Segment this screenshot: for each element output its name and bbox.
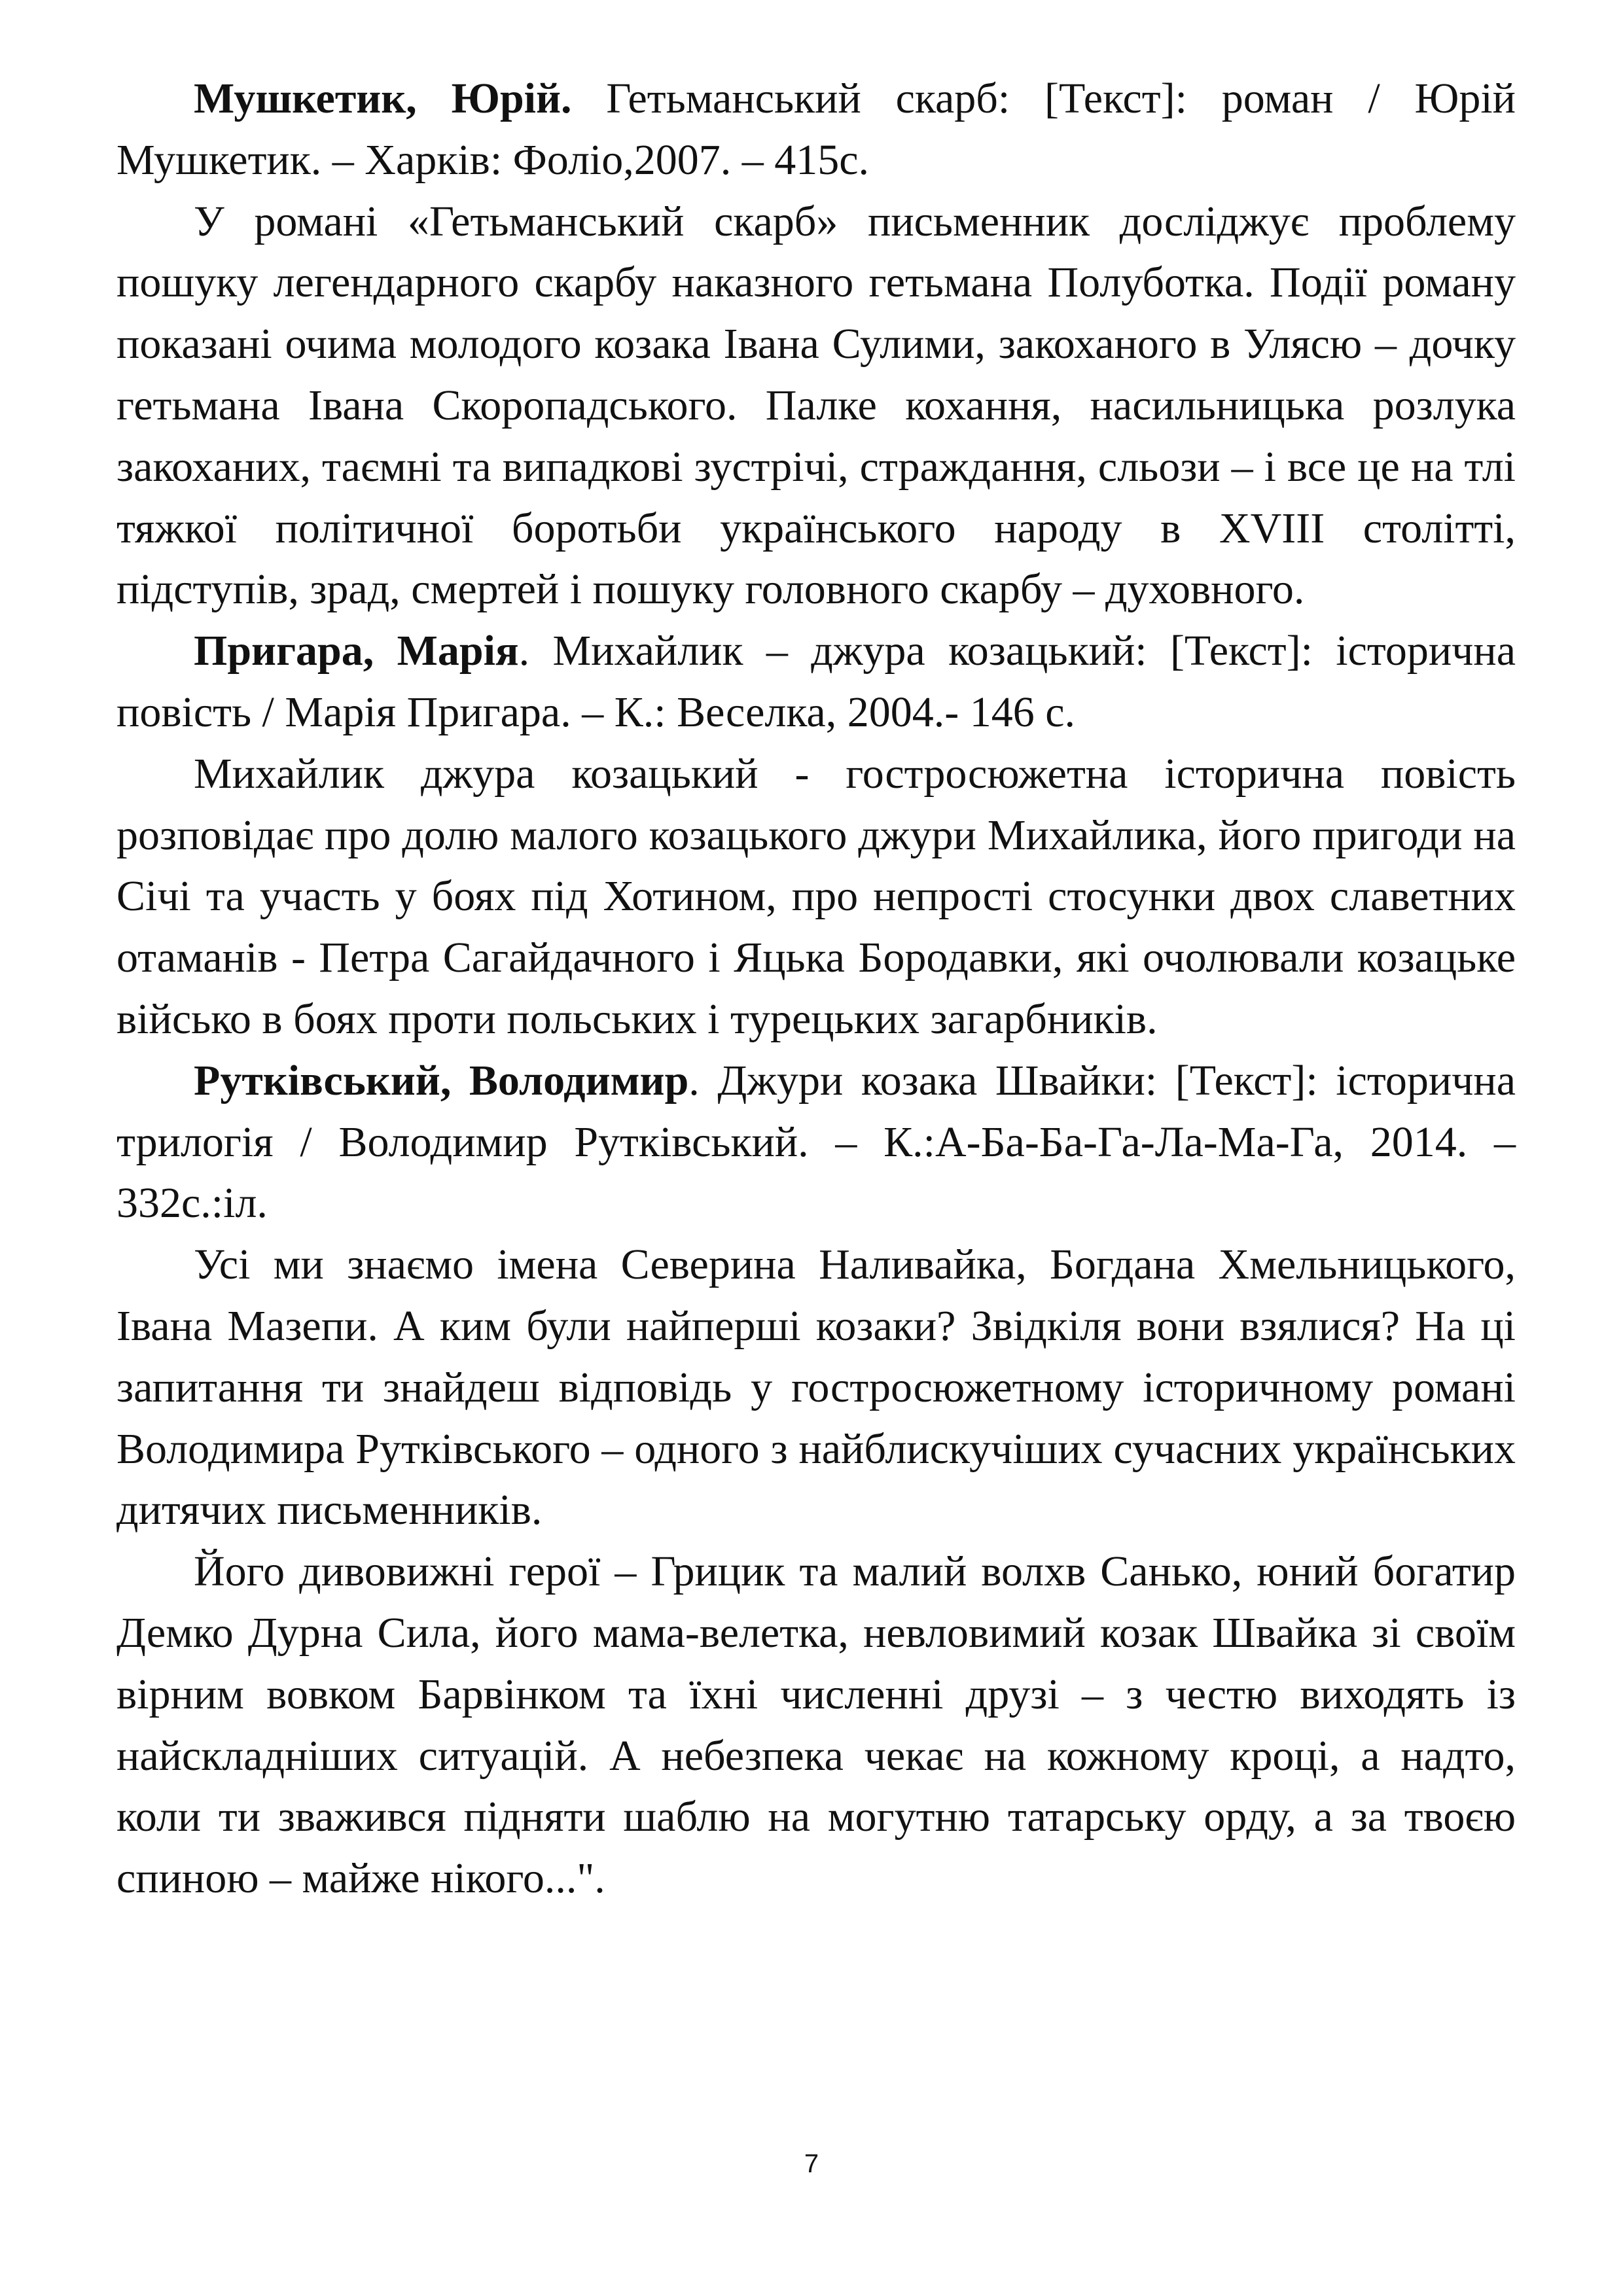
entry-author: Мушкетик, Юрій.: [194, 75, 572, 122]
entry-author: Пригара, Марія: [194, 627, 519, 675]
page-number: 7: [804, 2149, 819, 2178]
bibliography-entry: [116, 68, 1516, 191]
entry-annotation: Михайлик джура козацький - гостросюжетна історична повість розповідає про долю малого козацького джури Михайлика, його пригоди на Січі та участь у боях під Хотином, про непрості стосунки двох славетних отаманів - Петра Сагайдачного і Яцька Бородавки, які очолювали козацьке військо в боях проти польських і турецьких загарбників.: [116, 749, 1516, 1043]
entry-annotation: Його дивовижні герої – Грицик та малий волхв Санько, юний богатир Демко Дурна Сила, його мама-велетка, невловимий козак Швайка зі своїм вірним вовком Барвінком та їхні численні друзі – з честю виходять із найскладніших ситуацій. А небезпека чекає на кожному кроці, а надто, коли ти зважився підняти шаблю на могутню татарську орду, а за твоєю спиною – майже нікого...".: [116, 1547, 1516, 1903]
entry-citation: . Михайлик – джура козацький: [Текст]: історична повість / Марія Пригара. – К.: Веселка, 2004.- 146 с.: [116, 627, 1516, 736]
entry-annotation: Усі ми знаємо імена Северина Наливайка, Богдана Хмельницького, Івана Мазепи. А ким були найперші козаки? Звідкіля вони взялися? На ці запитання ти знайдеш відповідь у гостросюжетному історичному романі Володимира Рутківського – одного з найблискучіших сучасних українських дитячих письменників.: [116, 1241, 1516, 1534]
entry-citation: Гетьманський скарб: [Текст]: роман / Юрій Мушкетик. – Харків: Фоліо,2007. – 415с.: [116, 75, 1516, 184]
page-body: [116, 68, 1516, 1909]
bibliography-entry: [116, 1050, 1516, 1234]
entry-author: Рутківський, Володимир: [194, 1056, 689, 1104]
entry-citation: . Джури козака Швайки: [Текст]: історична трилогія / Володимир Рутківський. – К.:А-Ба-Ба-Га-Ла-Ма-Га, 2014. – 332с.:іл.: [116, 1056, 1516, 1227]
entry-annotation: У романі «Гетьманський скарб» письменник досліджує проблему пошуку легендарного скарбу наказного гетьмана Полуботка. Події роману показані очима молодого козака Івана Сулими, закоханого в Улясю – дочку гетьмана Івана Скоропадського. Палке кохання, насильницька розлука закоханих, таємні та випадкові зустрічі, страждання, сльози – і все це на тлі тяжкої політичної боротьби українського народу в XVIII столітті, підступів, зрад, смертей і пошуку головного скарбу – духовного.: [116, 197, 1516, 614]
bibliography-entry: [116, 620, 1516, 743]
